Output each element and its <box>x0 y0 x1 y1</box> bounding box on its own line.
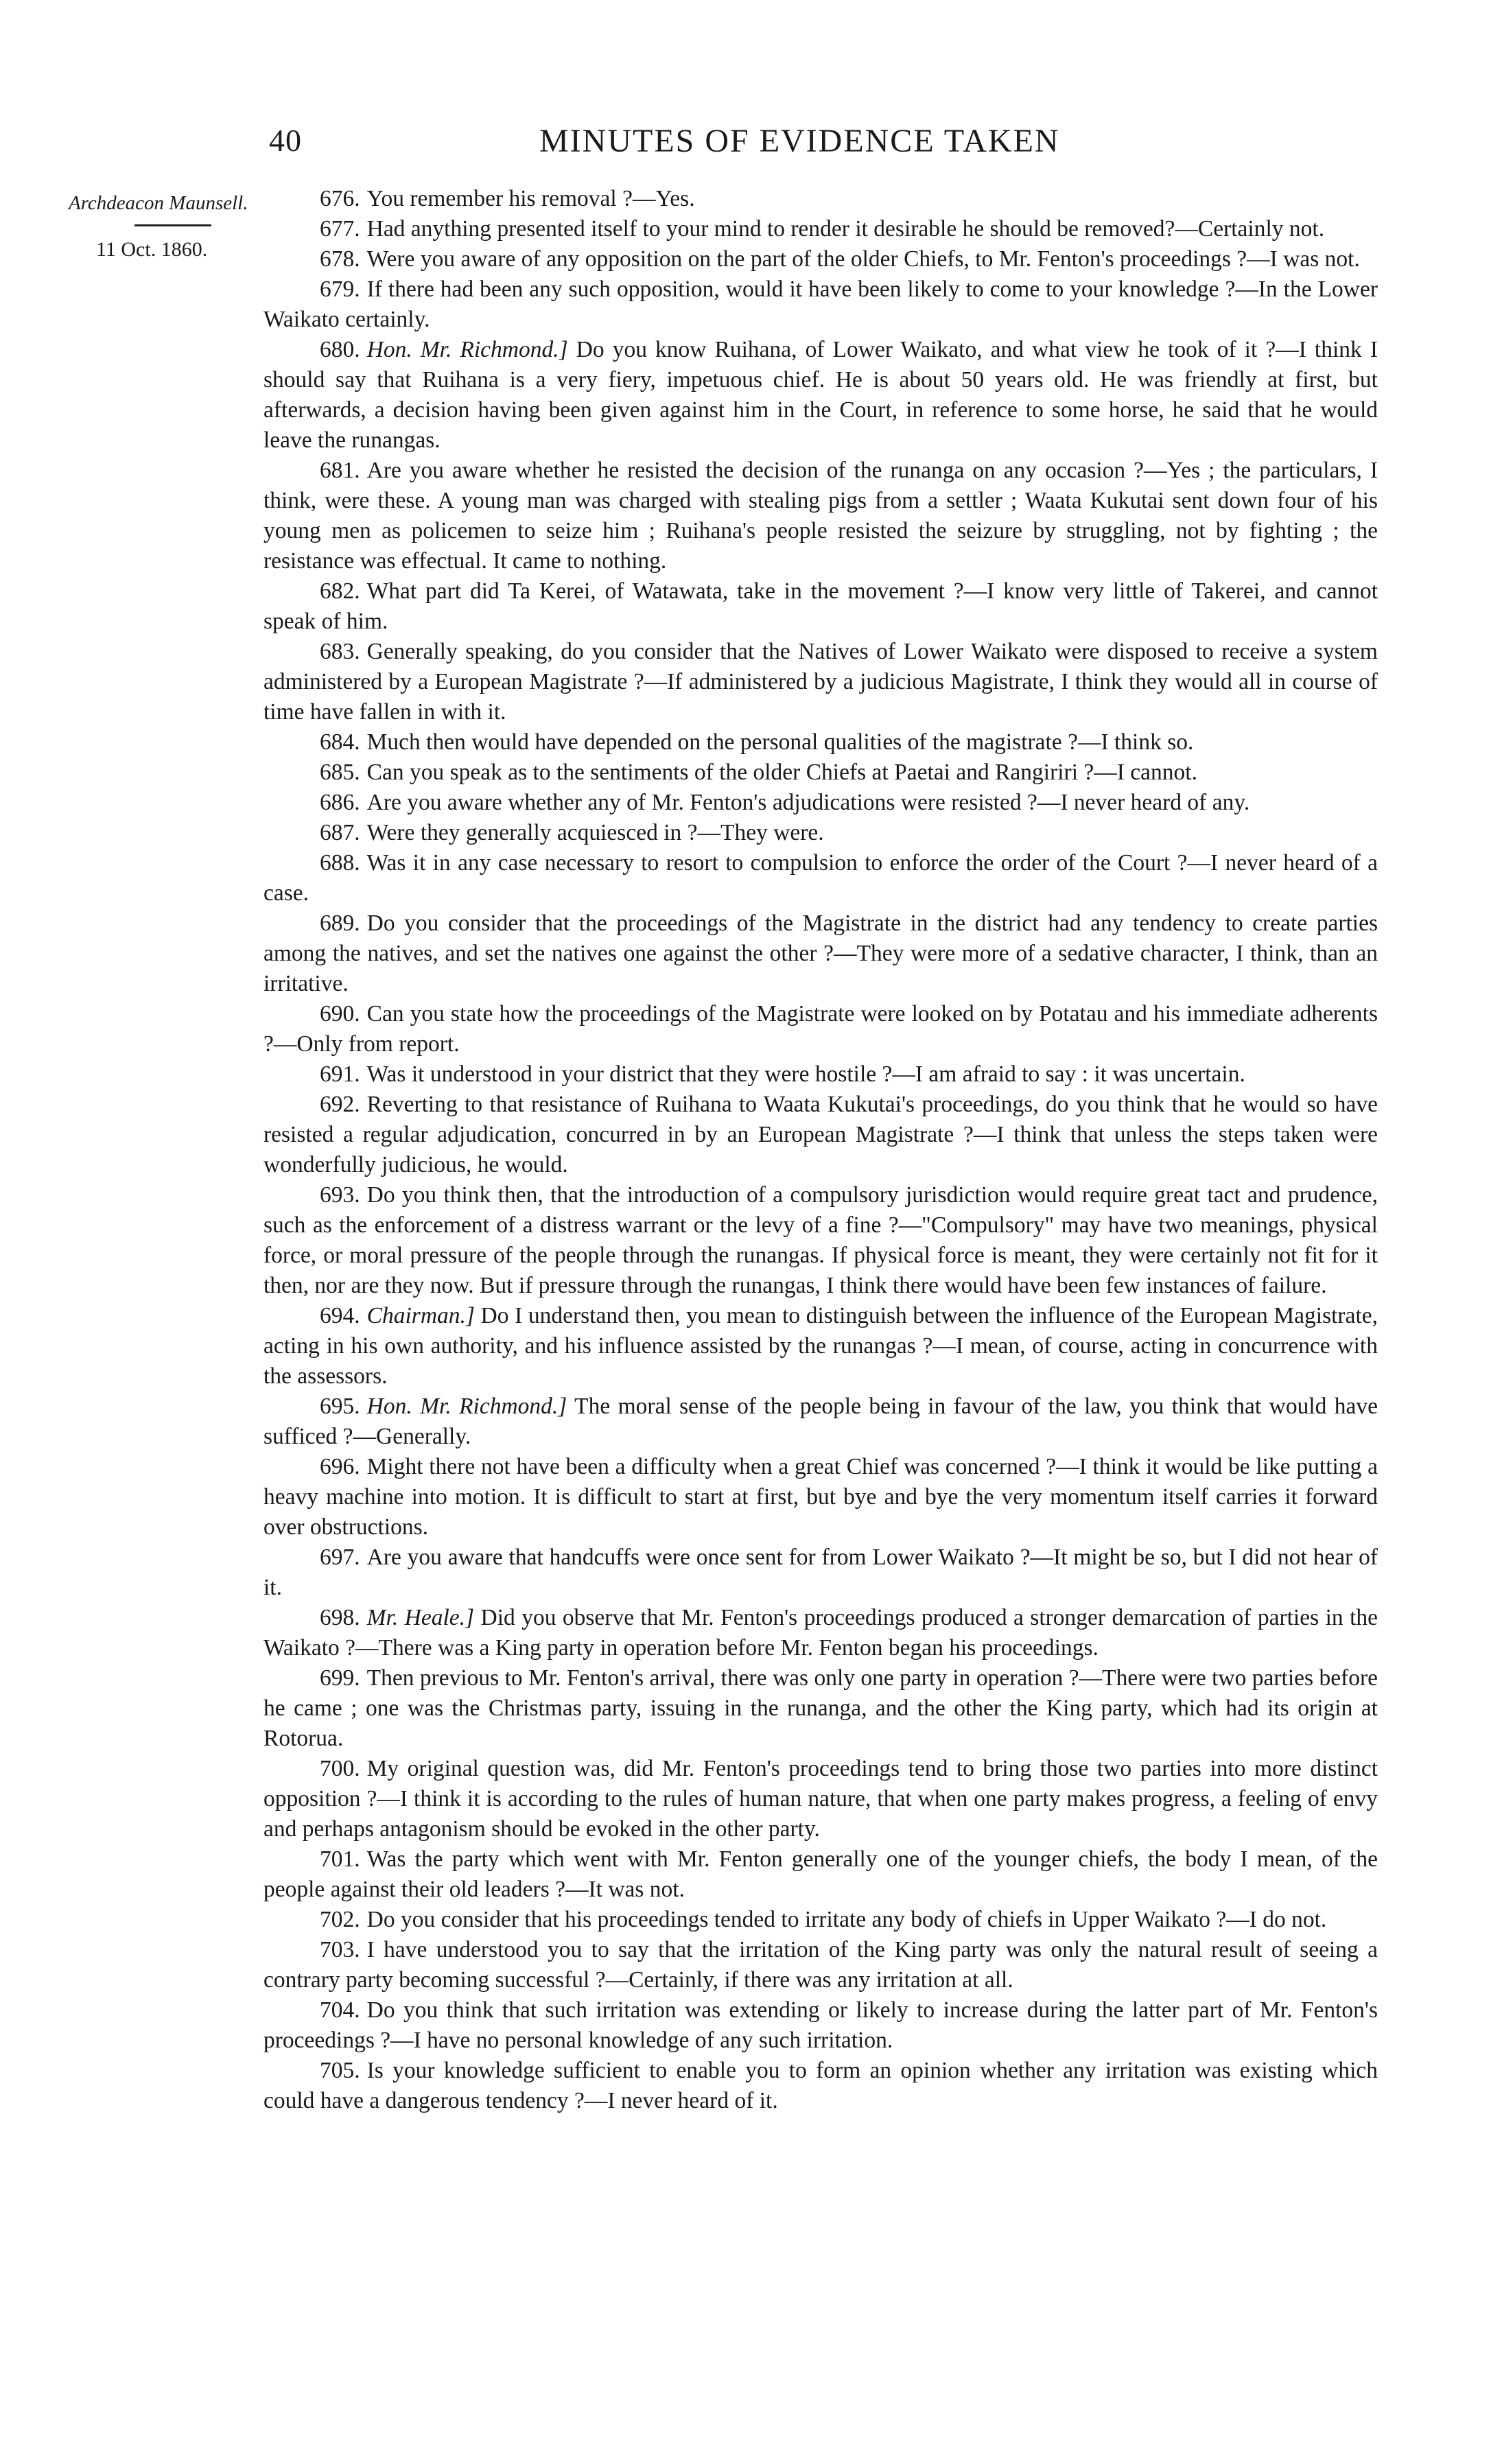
question-answer-text: Much then would have depended on the personal qualities of the magistrate ?—I think so. <box>366 729 1194 755</box>
question-number: 691. <box>320 1061 360 1087</box>
question-answer-text: Are you aware whether he resisted the decision of the runanga on any occasion ?—Yes ; the particulars, I think, were these. A young man was charged with stealing pigs from a settler ; Waata Kukutai sent down four of his young men as policemen to seize him ; Ruihana's people resisted the seizure by struggling, not by fighting ; the resistance was effectual. It came to nothing. <box>263 458 1378 574</box>
evidence-entry <box>263 274 1378 335</box>
question-number: 695. <box>320 1394 360 1419</box>
question-number: 697. <box>320 1545 360 1570</box>
evidence-entry <box>263 184 1378 214</box>
question-answer-text: My original question was, did Mr. Fenton's proceedings tend to bring those two parties into more distinct opposition ?—I think it is according to the rules of human nature, that when one party makes progress, a feeling of envy and perhaps antagonism should be evoked in the other party. <box>263 1756 1378 1842</box>
question-number: 702. <box>320 1907 360 1932</box>
question-number: 699. <box>320 1665 360 1691</box>
evidence-entry <box>263 1935 1378 1995</box>
question-number: 679. <box>320 277 360 302</box>
evidence-entry <box>263 456 1378 576</box>
evidence-entry <box>263 908 1378 999</box>
evidence-entry <box>263 1059 1378 1090</box>
evidence-entry <box>263 758 1378 788</box>
evidence-entry <box>263 244 1378 274</box>
speaker-name: Chairman.] <box>366 1303 475 1328</box>
evidence-entry <box>263 1995 1378 2056</box>
evidence-entry <box>263 214 1378 244</box>
evidence-entry <box>263 788 1378 818</box>
question-answer-text: Can you speak as to the sentiments of the older Chiefs at Paetai and Rangiriri ?—I cannot. <box>366 760 1197 785</box>
question-number: 698. <box>320 1605 360 1630</box>
question-answer-text: You remember his removal ?—Yes. <box>366 186 695 211</box>
question-number: 696. <box>320 1454 360 1479</box>
question-number: 690. <box>320 1001 360 1026</box>
question-number: 703. <box>320 1937 360 1962</box>
question-number: 682. <box>320 578 360 604</box>
evidence-entry <box>263 727 1378 758</box>
evidence-entry <box>263 818 1378 848</box>
evidence-entry <box>263 1392 1378 1452</box>
evidence-entry <box>263 1905 1378 1935</box>
question-answer-text: Might there not have been a difficulty when a great Chief was concerned ?—I think it would be like putting a heavy machine into motion. It is difficult to start at first, but bye and bye the very momentum itself carries it forward over obstructions. <box>263 1454 1378 1540</box>
evidence-body <box>263 184 1378 2116</box>
evidence-entry <box>263 576 1378 637</box>
question-answer-text: Was it in any case necessary to resort to compulsion to enforce the order of the Court ?—I never heard of a case. <box>263 850 1378 906</box>
question-number: 704. <box>320 1997 360 2023</box>
evidence-entry <box>263 1603 1378 1663</box>
question-number: 681. <box>320 458 360 483</box>
question-answer-text: Were they generally acquiesced in ?—They were. <box>366 820 824 845</box>
evidence-entry <box>263 637 1378 727</box>
question-number: 692. <box>320 1092 360 1117</box>
question-answer-text: Was the party which went with Mr. Fenton generally one of the younger chiefs, the body I mean, of the people against their old leaders ?—It was not. <box>263 1846 1378 1902</box>
question-number: 686. <box>320 790 360 815</box>
question-number: 684. <box>320 729 360 755</box>
question-answer-text: Was it understood in your district that they were hostile ?—I am afraid to say : it was uncertain. <box>366 1061 1245 1087</box>
question-number: 693. <box>320 1182 360 1208</box>
question-answer-text: Did you observe that Mr. Fenton's proceedings produced a stronger demarcation of parties in the Waikato ?—There was a King party in operation before Mr. Fenton began his proceedings. <box>263 1605 1378 1661</box>
evidence-entry <box>263 335 1378 456</box>
question-answer-text: Do you consider that his proceedings tended to irritate any body of chiefs in Upper Waikato ?—I do not. <box>366 1907 1327 1932</box>
question-answer-text: Were you aware of any opposition on the part of the older Chiefs, to Mr. Fenton's proceedings ?—I was not. <box>366 246 1360 272</box>
question-number: 694. <box>320 1303 360 1328</box>
question-number: 680. <box>320 337 360 362</box>
evidence-entry <box>263 1663 1378 1754</box>
question-answer-text: Is your knowledge sufficient to enable you to form an opinion whether any irritation was existing which could have a dangerous tendency ?—I never heard of it. <box>263 2058 1378 2113</box>
running-head: MINUTES OF EVIDENCE TAKEN <box>539 123 1060 159</box>
question-answer-text: Can you state how the proceedings of the Magistrate were looked on by Potatau and his immediate adherents ?—Only from report. <box>263 1001 1378 1057</box>
margin-divider <box>134 224 211 226</box>
question-number: 700. <box>320 1756 360 1781</box>
question-number: 683. <box>320 639 360 664</box>
speaker-name: Hon. Mr. Richmond.] <box>366 337 568 362</box>
evidence-entry <box>263 1090 1378 1180</box>
question-answer-text: Reverting to that resistance of Ruihana to Waata Kukutai's proceedings, do you think that he would so have resisted a regular adjudication, concurred in by an European Magistrate ?—I think that unless the steps taken were wonderfully judicious, he would. <box>263 1092 1378 1177</box>
question-answer-text: Are you aware that handcuffs were once sent for from Lower Waikato ?—It might be so, but I did not hear of it. <box>263 1545 1378 1600</box>
evidence-entry <box>263 1180 1378 1301</box>
question-answer-text: Are you aware whether any of Mr. Fenton's adjudications were resisted ?—I never heard of any. <box>366 790 1250 815</box>
evidence-entry <box>263 848 1378 908</box>
question-number: 678. <box>320 246 360 272</box>
question-answer-text: The moral sense of the people being in favour of the law, you think that would have sufficed ?—Generally. <box>263 1394 1378 1449</box>
question-number: 677. <box>320 216 360 242</box>
question-answer-text: Do I understand then, you mean to distinguish between the influence of the European Magistrate, acting in his own authority, and his influence assisted by the runangas ?—I mean, of course, acting in concurrence with the assessors. <box>263 1303 1378 1389</box>
question-number: 676. <box>320 186 360 211</box>
evidence-entry <box>263 1301 1378 1392</box>
question-answer-text: Had anything presented itself to your mind to render it desirable he should be removed?—Certainly not. <box>366 216 1325 242</box>
question-number: 701. <box>320 1846 360 1872</box>
question-number: 688. <box>320 850 360 876</box>
evidence-entry <box>263 2056 1378 2116</box>
evidence-entry <box>263 999 1378 1059</box>
question-answer-text: Then previous to Mr. Fenton's arrival, there was only one party in operation ?—There were two parties before he came ; one was the Christmas party, issuing in the runanga, and the other the King party, which had its origin at Rotorua. <box>263 1665 1378 1751</box>
question-answer-text: Do you consider that the proceedings of the Magistrate in the district had any tendency to create parties among the natives, and set the natives one against the other ?—They were more of a sedative character, I think, than an irritative. <box>263 911 1378 996</box>
question-number: 705. <box>320 2058 360 2083</box>
speaker-name: Hon. Mr. Richmond.] <box>366 1394 567 1419</box>
question-answer-text: Do you think then, that the introduction of a compulsory jurisdiction would require great tact and prudence, such as the enforcement of a distress warrant or the levy of a fine ?—"Compulsory" may have two meanings, physical force, or moral pressure of the people through the runangas. If physical force is meant, they were certainly not fit for it then, nor are they now. But if pressure through the runangas, I think there would have been few instances of failure. <box>263 1182 1378 1298</box>
question-answer-text: Do you think that such irritation was extending or likely to increase during the latter part of Mr. Fenton's proceedings ?—I have no personal knowledge of any such irritation. <box>263 1997 1378 2053</box>
speaker-name: Mr. Heale.] <box>366 1605 475 1630</box>
question-answer-text: What part did Ta Kerei, of Watawata, take in the movement ?—I know very little of Takerei, and cannot speak of him. <box>263 578 1378 634</box>
margin-witness-name: Archdeacon Maunsell. <box>69 192 248 214</box>
question-answer-text: Do you know Ruihana, of Lower Waikato, and what view he took of it ?—I think I should say that Ruihana is a very fiery, impetuous chief. He is about 50 years old. He was friendly at first, but afterwards, a decision having been given against him in the Court, in reference to some horse, he said that he would leave the runangas. <box>263 337 1378 453</box>
evidence-entry <box>263 1452 1378 1542</box>
question-answer-text: Generally speaking, do you consider that the Natives of Lower Waikato were disposed to receive a system administered by a European Magistrate ?—If administered by a judicious Magistrate, I think they would all in course of time have fallen in with it. <box>263 639 1378 725</box>
page-number: 40 <box>269 123 302 158</box>
question-number: 689. <box>320 911 360 936</box>
question-number: 685. <box>320 760 360 785</box>
question-answer-text: If there had been any such opposition, would it have been likely to come to your knowledge ?—In the Lower Waikato certainly. <box>263 277 1378 332</box>
question-number: 687. <box>320 820 360 845</box>
question-answer-text: I have understood you to say that the irritation of the King party was only the natural result of seeing a contrary party becoming successful ?—Certainly, if there was any irritation at all. <box>263 1937 1378 1993</box>
evidence-entry <box>263 1754 1378 1844</box>
evidence-entry <box>263 1542 1378 1603</box>
evidence-entry <box>263 1844 1378 1905</box>
margin-date: 11 Oct. 1860. <box>96 238 208 261</box>
